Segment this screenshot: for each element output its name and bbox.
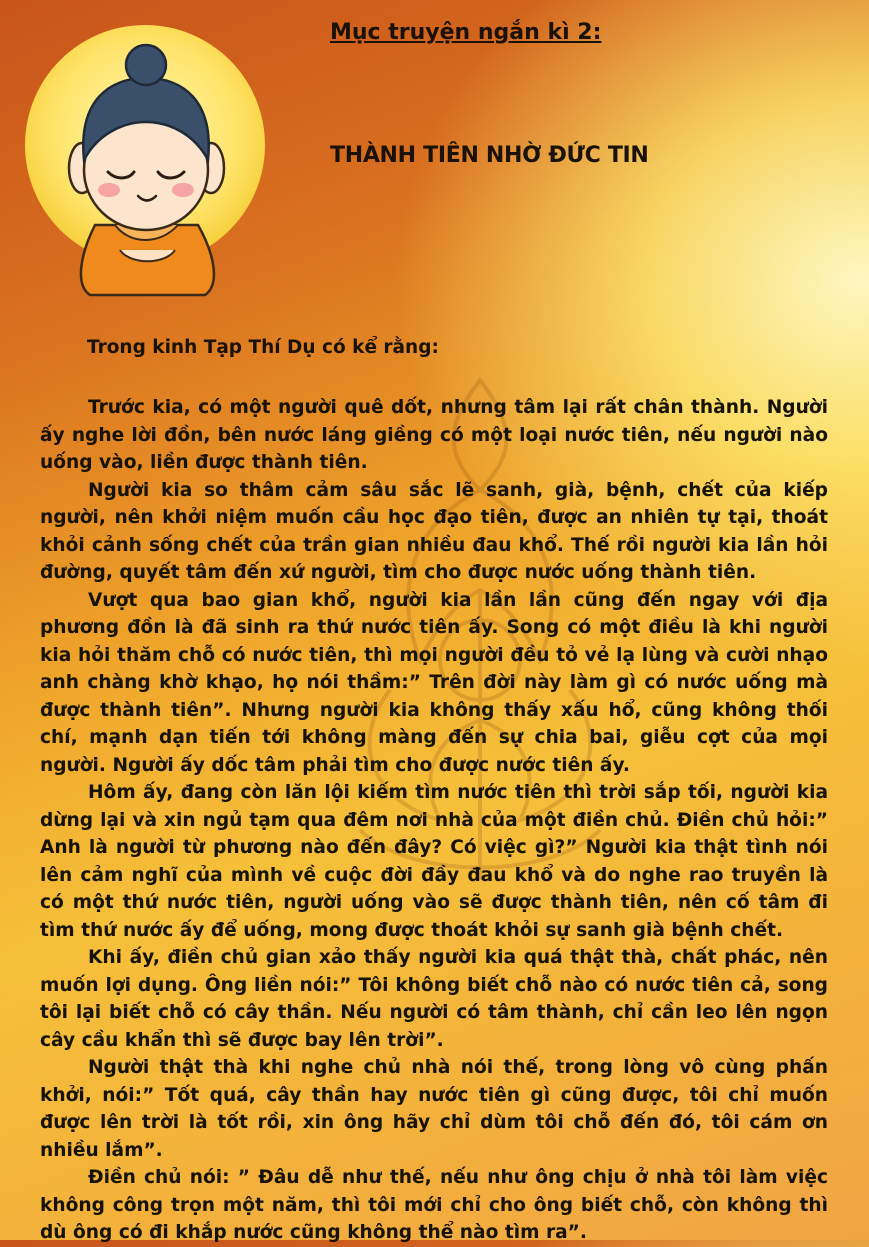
paragraph: Hôm ấy, đang còn lăn lội kiếm tìm nước tiên thì trời sắp tối, người kia dừng lại và xin ngủ tạm qua đêm nơi nhà của một điền chủ. Điền chủ hỏi:” Anh là người từ phương nào đến đây? Có việc gì?” Người kia thật tình nói lên cảm nghĩ của mình về cuộc đời đầy đau khổ và do nghe rao truyền là có một thứ nước tiên, người uống vào sẽ được thành tiên, nên cố tâm đi tìm thứ nước ấy để uống, mong được thoát khỏi sự sanh già bệnh chết. (40, 782, 828, 941)
story-title: THÀNH TIÊN NHỜ ĐỨC TIN (330, 143, 649, 168)
story-body (40, 394, 828, 1247)
intro-line: Trong kinh Tạp Thí Dụ có kể rằng: (87, 337, 439, 358)
paragraph: Vượt qua bao gian khổ, người kia lần lần cũng đến ngay với địa phương đồn là đã sinh ra thứ nước tiên ấy. Song có một điều là khi người kia hỏi thăm chỗ có nước tiên, thì mọi người đều tỏ vẻ lạ lùng và cười nhạo anh chàng khờ khạo, họ nói thầm:” Trên đời này làm gì có nước uống mà được thành tiên”. Nhưng người kia không thấy xấu hổ, cũng không thối chí, mạnh dạn tiến tới không màng đến sự chia bai, giễu cợt của mọi người. Người ấy dốc tâm phải tìm cho được nước tiên ấy. (40, 589, 828, 776)
paragraph: Trước kia, có một người quê dốt, nhưng tâm lại rất chân thành. Người ấy nghe lời đồn, bên nước láng giềng có một loại nước tiên, nếu người nào uống vào, liền được thành tiên. (40, 397, 828, 473)
series-title: Mục truyện ngắn kì 2: (330, 20, 602, 45)
paragraph: Điền chủ nói: ” Đâu dễ như thế, nếu như ông chịu ở nhà tôi làm việc không công trọn một năm, thì tôi mới chỉ cho ông biết chỗ, còn không thì dù ông có đi khắp nước cũng không thể nào tìm ra”. (40, 1167, 828, 1243)
paragraph: Khi ấy, điền chủ gian xảo thấy người kia quá thật thà, chất phác, nên muốn lợi dụng. Ông liền nói:” Tôi không biết chỗ nào có nước tiên cả, song tôi lại biết chỗ có cây thần. Nếu người có tâm thành, chỉ cần leo lên ngọn cây cầu khẩn thì sẽ được bay lên trời”. (40, 947, 828, 1051)
cartoon-buddha-icon (20, 10, 270, 300)
paragraph: Người thật thà khi nghe chủ nhà nói thế, trong lòng vô cùng phấn khởi, nói:” Tốt quá, cây thần hay nước tiên gì cũng được, tôi chỉ muốn được lên trời là tốt rồi, xin ông hãy chỉ dùm tôi chỗ đến đó, tôi cám ơn nhiều lắm”. (40, 1057, 828, 1161)
paragraph: Người kia so thâm cảm sâu sắc lẽ sanh, già, bệnh, chết của kiếp người, nên khởi niệm muốn cầu học đạo tiên, được an nhiên tự tại, thoát khỏi cảnh sống chết của trần gian nhiều đau khổ. Thế rồi người kia lần hỏi đường, quyết tâm đến xứ người, tìm cho được nước uống thành tiên. (40, 479, 828, 583)
